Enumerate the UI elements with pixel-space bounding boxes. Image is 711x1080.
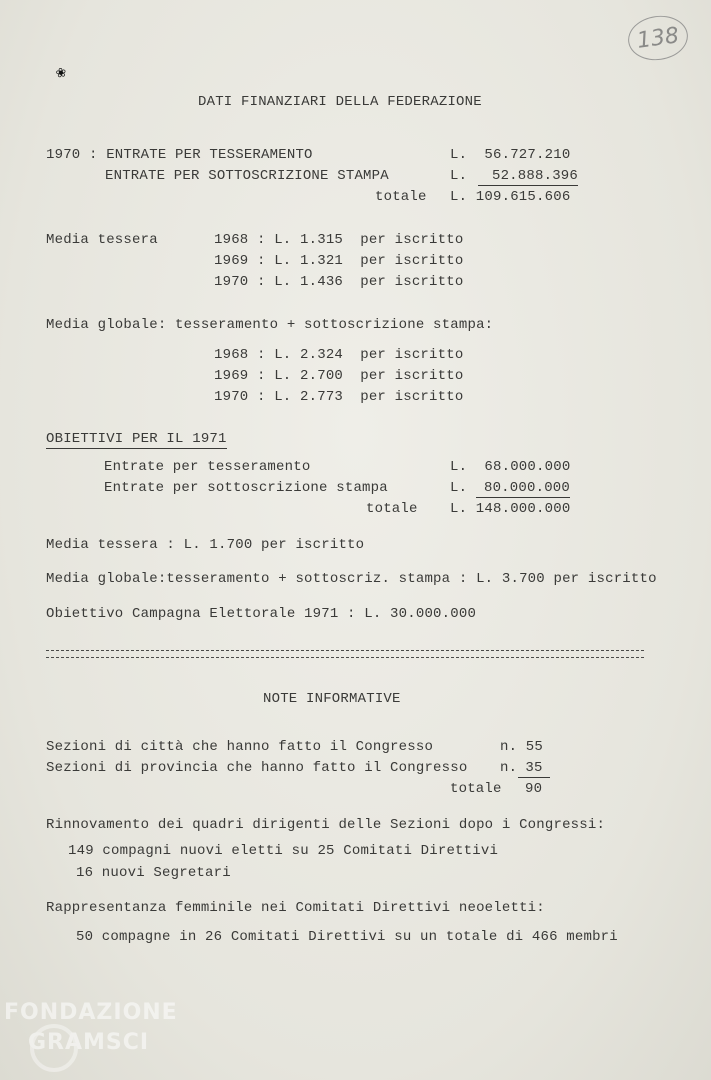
media-globale-row: 1969 : L. 2.700 per iscritto xyxy=(214,368,464,384)
rinnovamento-line: 149 compagni nuovi eletti su 25 Comitati Direttivi xyxy=(68,843,499,859)
media-tessera-row: 1969 : L. 1.321 per iscritto xyxy=(214,253,464,269)
obiettivi-totale-value: L. 148.000.000 xyxy=(450,501,571,517)
page-number: 138 xyxy=(635,22,681,54)
note-heading: NOTE INFORMATIVE xyxy=(263,691,401,707)
sezioni-totale-value: 90 xyxy=(525,781,543,797)
page-number-stamp xyxy=(625,12,691,64)
media-globale-row: 1968 : L. 2.324 per iscritto xyxy=(214,347,464,363)
entrate-tesseramento-value: L. 56.727.210 xyxy=(450,147,571,163)
media-globale-row: 1970 : L. 2.773 per iscritto xyxy=(214,389,464,405)
rinnovamento-heading: Rinnovamento dei quadri dirigenti delle Sezioni dopo i Congressi: xyxy=(46,817,606,833)
sezioni-provincia-prefix: n. xyxy=(500,760,518,776)
entrate-sottoscrizione-value: 52.888.396 xyxy=(478,167,578,186)
sezioni-provincia-value: 35 xyxy=(518,759,550,778)
entrate-sottoscrizione-label: ENTRATE PER SOTTOSCRIZIONE STAMPA xyxy=(105,168,389,184)
obiettivi-tesseramento-value: L. 68.000.000 xyxy=(450,459,571,475)
media-tessera-1971: Media tessera : L. 1.700 per iscritto xyxy=(46,537,365,553)
watermark-line: FONDAZIONE xyxy=(4,1000,178,1025)
sezioni-citta-label: Sezioni di città che hanno fatto il Congresso xyxy=(46,739,434,755)
foundation-watermark xyxy=(4,1000,194,1070)
media-globale-1971: Media globale:tesseramento + sottoscriz. stampa : L. 3.700 per iscritto xyxy=(46,571,657,587)
media-tessera-label: Media tessera xyxy=(46,232,158,248)
ink-mark: ❀ xyxy=(54,63,68,83)
sezioni-citta-value: n. 55 xyxy=(500,739,544,755)
document-title: DATI FINANZIARI DELLA FEDERAZIONE xyxy=(198,94,482,110)
totale-1970-label: totale xyxy=(375,189,427,205)
sezioni-totale-label: totale xyxy=(450,781,502,797)
obiettivi-heading: OBIETTIVI PER IL 1971 xyxy=(46,431,227,447)
section-separator xyxy=(46,650,644,658)
obiettivi-sottoscrizione-prefix: L. xyxy=(450,480,468,496)
rappresentanza-heading: Rappresentanza femminile nei Comitati Direttivi neoeletti: xyxy=(46,900,545,916)
rappresentanza-line: 50 compagne in 26 Comitati Direttivi su un totale di 466 membri xyxy=(76,929,618,945)
obiettivo-campagna: Obiettivo Campagna Elettorale 1971 : L. 30.000.000 xyxy=(46,606,477,622)
totale-1970-value: L. 109.615.606 xyxy=(450,189,571,205)
media-tessera-row: 1970 : L. 1.436 per iscritto xyxy=(214,274,464,290)
watermark-line: GRAMSCI xyxy=(28,1030,150,1055)
rinnovamento-line: 16 nuovi Segretari xyxy=(76,865,231,881)
entrate-tesseramento-label: 1970 : ENTRATE PER TESSERAMENTO xyxy=(46,147,313,163)
media-tessera-row: 1968 : L. 1.315 per iscritto xyxy=(214,232,464,248)
media-globale-label: Media globale: tesseramento + sottoscrizione stampa: xyxy=(46,317,494,333)
obiettivi-tesseramento-label: Entrate per tesseramento xyxy=(104,459,311,475)
obiettivi-sottoscrizione-value: 80.000.000 xyxy=(476,479,570,498)
obiettivi-totale-label: totale xyxy=(366,501,418,517)
entrate-sottoscrizione-prefix: L. xyxy=(450,168,468,184)
obiettivi-sottoscrizione-label: Entrate per sottoscrizione stampa xyxy=(104,480,388,496)
sezioni-provincia-label: Sezioni di provincia che hanno fatto il Congresso xyxy=(46,760,468,776)
